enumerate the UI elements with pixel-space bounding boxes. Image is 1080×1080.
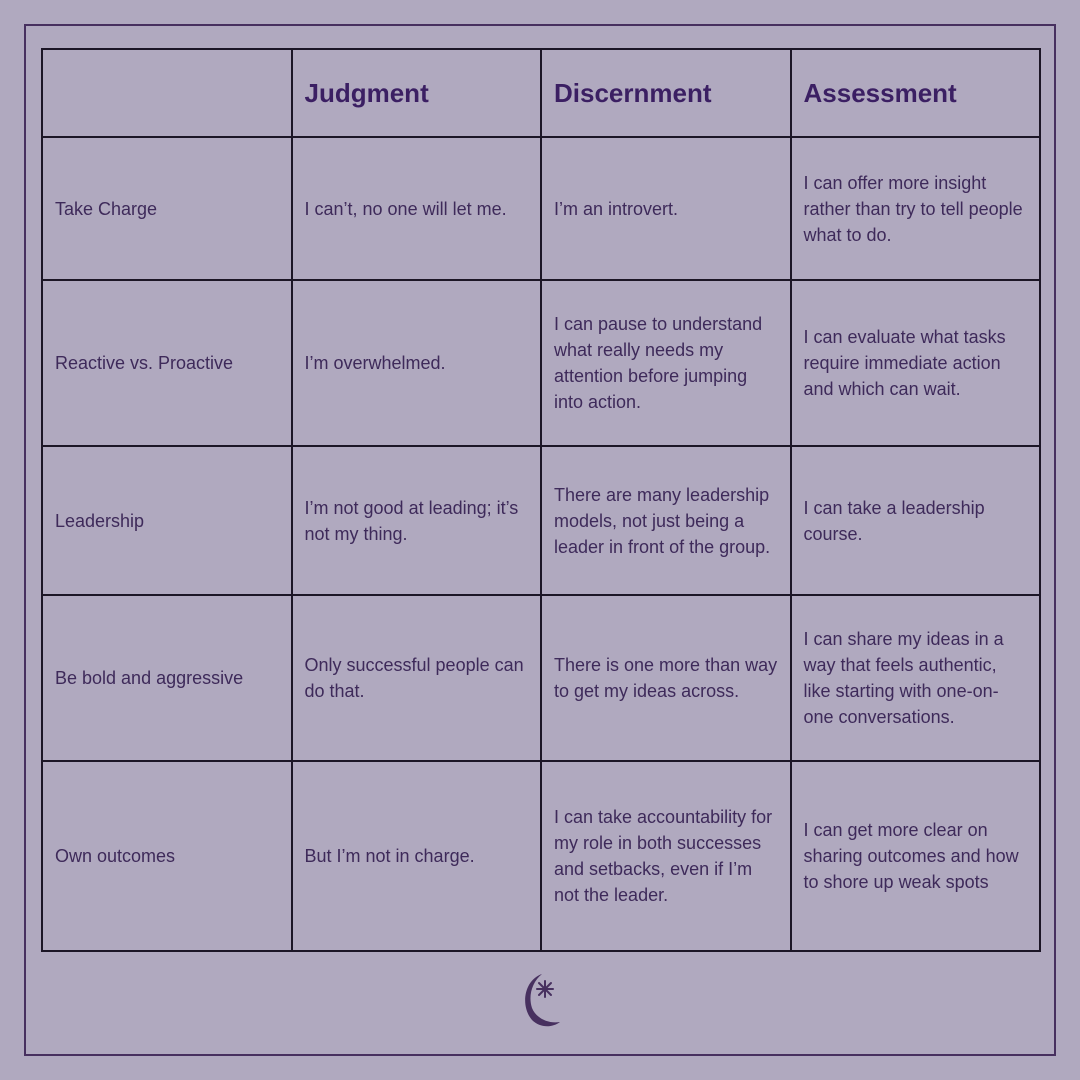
table-row (42, 137, 1040, 280)
crescent-moon-star-icon (518, 970, 564, 1032)
discernment-cell: There are many leadership models, not just being a leader in front of the group. (541, 446, 791, 595)
header-discernment: Discernment (541, 49, 791, 137)
comparison-table (41, 48, 1041, 952)
assessment-cell: I can take a leadership course. (791, 446, 1041, 595)
discernment-cell: I can pause to understand what really needs my attention before jumping into action. (541, 280, 791, 446)
discernment-cell: I can take accountability for my role in both successes and setbacks, even if I’m not the leader. (541, 761, 791, 951)
table-row (42, 446, 1040, 595)
row-label: Be bold and aggressive (42, 595, 292, 761)
assessment-cell: I can share my ideas in a way that feels authentic, like starting with one-on-one conversations. (791, 595, 1041, 761)
table-row (42, 595, 1040, 761)
assessment-cell: I can get more clear on sharing outcomes and how to shore up weak spots (791, 761, 1041, 951)
header-cell-empty (42, 49, 292, 137)
discernment-cell: I’m an introvert. (541, 137, 791, 280)
table-row (42, 761, 1040, 951)
judgment-cell: I’m overwhelmed. (292, 280, 542, 446)
judgment-cell: I’m not good at leading; it’s not my thing. (292, 446, 542, 595)
row-label: Reactive vs. Proactive (42, 280, 292, 446)
header-row (42, 49, 1040, 137)
table-row (42, 280, 1040, 446)
header-judgment: Judgment (292, 49, 542, 137)
judgment-cell: Only successful people can do that. (292, 595, 542, 761)
judgment-cell: I can’t, no one will let me. (292, 137, 542, 280)
judgment-cell: But I’m not in charge. (292, 761, 542, 951)
row-label: Leadership (42, 446, 292, 595)
row-label: Take Charge (42, 137, 292, 280)
header-assessment: Assessment (791, 49, 1041, 137)
assessment-cell: I can offer more insight rather than try to tell people what to do. (791, 137, 1041, 280)
row-label: Own outcomes (42, 761, 292, 951)
discernment-cell: There is one more than way to get my ideas across. (541, 595, 791, 761)
assessment-cell: I can evaluate what tasks require immediate action and which can wait. (791, 280, 1041, 446)
